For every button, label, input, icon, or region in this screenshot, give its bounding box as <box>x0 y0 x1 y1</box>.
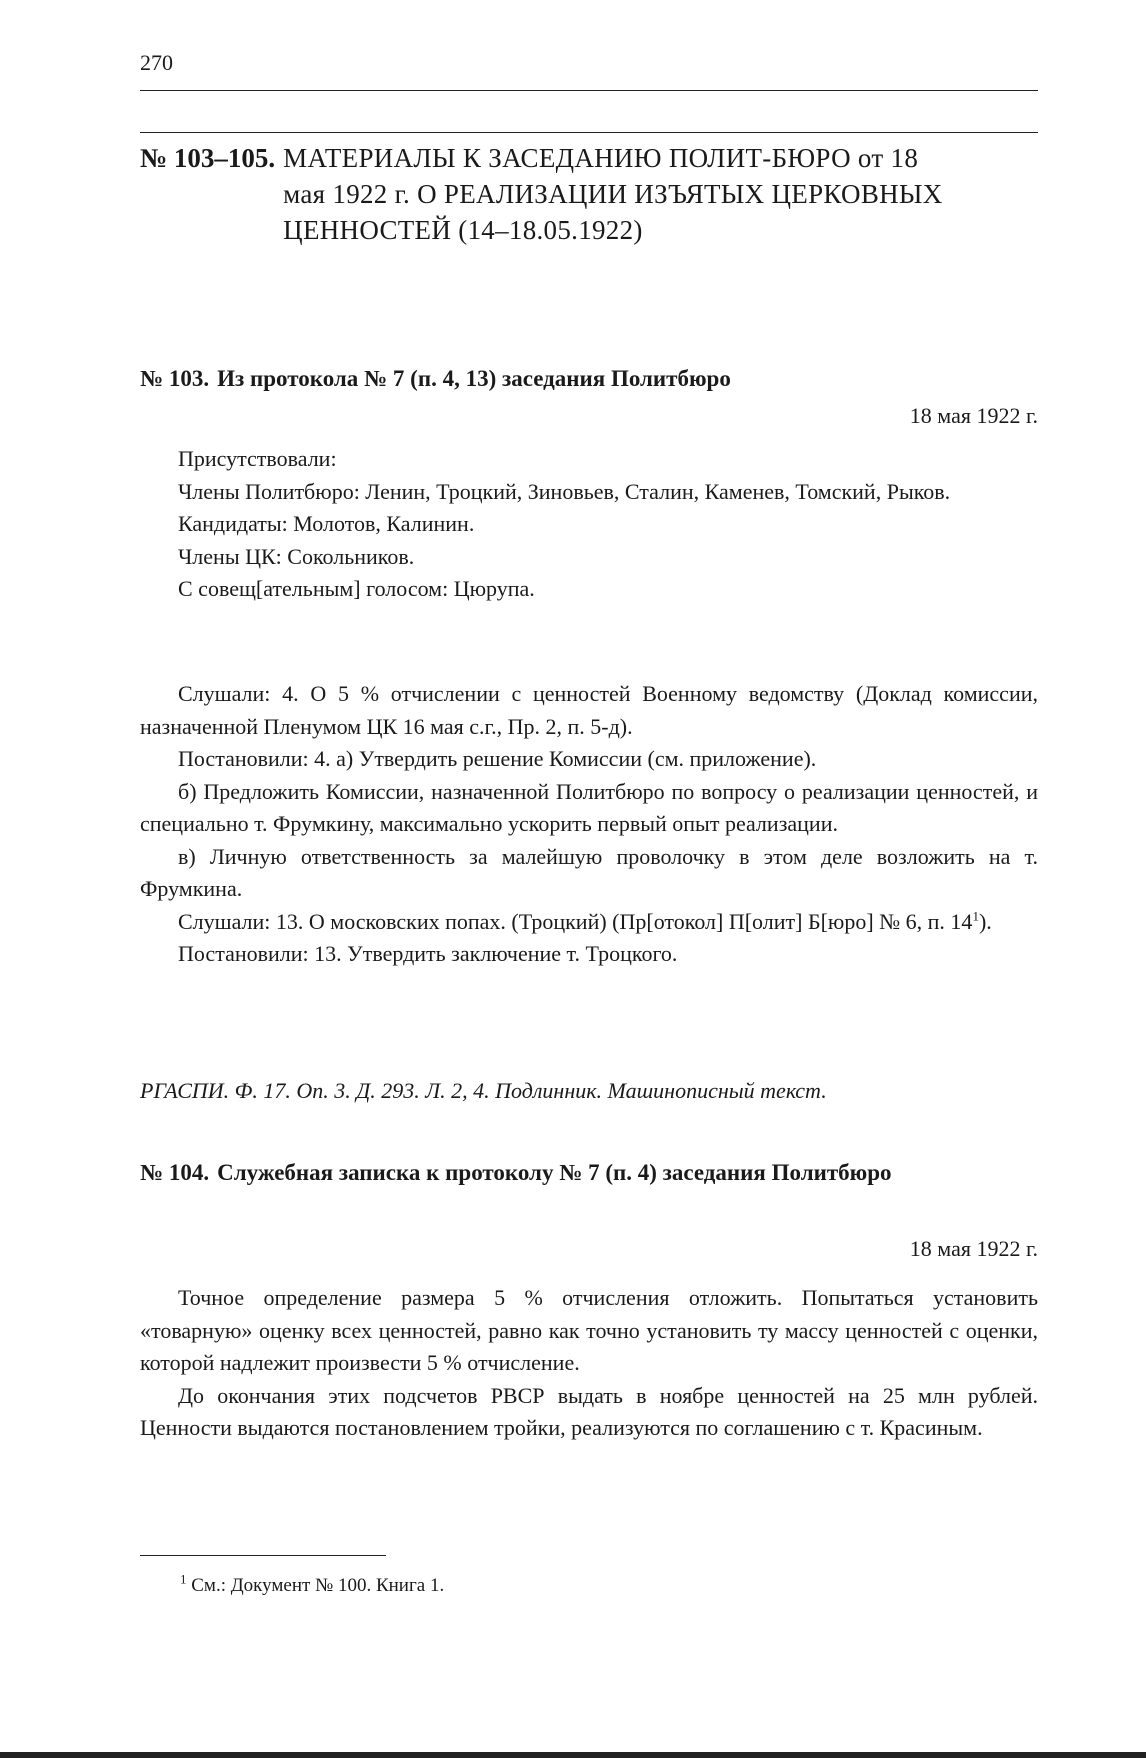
doc104-date: 18 мая 1922 г. <box>909 1236 1038 1261</box>
footnote <box>140 1572 1078 1600</box>
paragraph: Точное определение размера 5 % отчисления отложить. Попытаться установить «товарную» оценку всех ценностей, равно как точно установить ту массу ценностей с оценки, которой надлежит произвести 5 % отчисление. <box>140 1285 1038 1375</box>
footnote-ref[interactable]: 1 <box>972 908 979 924</box>
page-number: 270 <box>140 50 173 75</box>
paragraph: Постановили: 4. а) Утвердить решение Комиссии (см. приложение). <box>178 746 817 771</box>
doc103-heading <box>140 362 1038 396</box>
doc104-body <box>140 1282 1038 1445</box>
attendance-line: Кандидаты: Молотов, Калинин. <box>178 511 475 536</box>
attendance-line: С совещ[ательным] голосом: Цюрупа. <box>178 576 535 601</box>
footnote-mark: 1 <box>180 1571 187 1587</box>
doc103-attendance <box>140 443 1038 606</box>
attendance-line: Присутствовали: <box>178 446 337 471</box>
paragraph: б) Предложить Комиссии, назначенной Политбюро по вопросу о реализации ценностей, и специально т. Фрумкину, максимально ускорить первый опыт реализации. <box>140 778 1038 836</box>
footnote-rule <box>140 1555 386 1556</box>
paragraph: Постановили: 13. Утвердить заключение т. Троцкого. <box>178 941 678 966</box>
heard-13-end: ). <box>978 908 992 934</box>
heard-13: Слушали: 13. О московских попах. (Троцкий) (Пр[отокол] П[олит] Б[юро] № 6, п. 14 <box>178 908 973 934</box>
doc103-source: РГАСПИ. Ф. 17. Оп. 3. Д. 293. Л. 2, 4. Подлинник. Машинописный текст. <box>140 1078 827 1103</box>
attendance-line: Члены Политбюро: Ленин, Троцкий, Зиновьев, Сталин, Каменев, Томский, Рыков. <box>178 478 951 504</box>
attendance-line: Члены ЦК: Сокольников. <box>178 543 415 569</box>
page-bottom-edge <box>0 1752 1146 1758</box>
section-number: № 103–105. <box>140 143 276 173</box>
doc103-body <box>140 678 1038 971</box>
section-title: МАТЕРИАЛЫ К ЗАСЕДАНИЮ ПОЛИТ-БЮРО от 18 мая 1922 г. О РЕАЛИЗАЦИИ ИЗЪЯТЫХ ЦЕРКОВНЫХ ЦЕННОСТЕЙ (14–18.05.1922) <box>283 143 943 245</box>
paragraph <box>140 906 1038 939</box>
header-rule <box>140 90 1038 91</box>
doc104-title: Служебная записка к протоколу № 7 (п. 4) заседания Политбюро <box>217 1160 892 1185</box>
paragraph: в) Личную ответственность за малейшую проволочку в этом деле возложить на т. Фрумкина. <box>140 843 1038 901</box>
doc103-title: Из протокола № 7 (п. 4, 13) заседания Политбюро <box>217 366 731 391</box>
footnote-text: См.: Документ № 100. Книга 1. <box>191 1575 445 1596</box>
doc103-number: № 103. <box>140 366 210 391</box>
doc104-heading <box>140 1156 1038 1190</box>
section-rule <box>140 132 1038 133</box>
paragraph: До окончания этих подсчетов РВСР выдать в ноябре ценностей на 25 млн рублей. Ценности выдаются постановлением тройки, реализуются по соглашению с т. Красиным. <box>140 1382 1038 1440</box>
doc104-number: № 104. <box>140 1160 210 1185</box>
doc103-date: 18 мая 1922 г. <box>909 403 1038 428</box>
section-heading <box>140 140 960 248</box>
paragraph: Слушали: 4. О 5 % отчислении с ценностей Военному ведомству (Доклад комиссии, назначенной Пленумом ЦК 16 мая с.г., Пр. 2, п. 5-д). <box>140 681 1038 739</box>
